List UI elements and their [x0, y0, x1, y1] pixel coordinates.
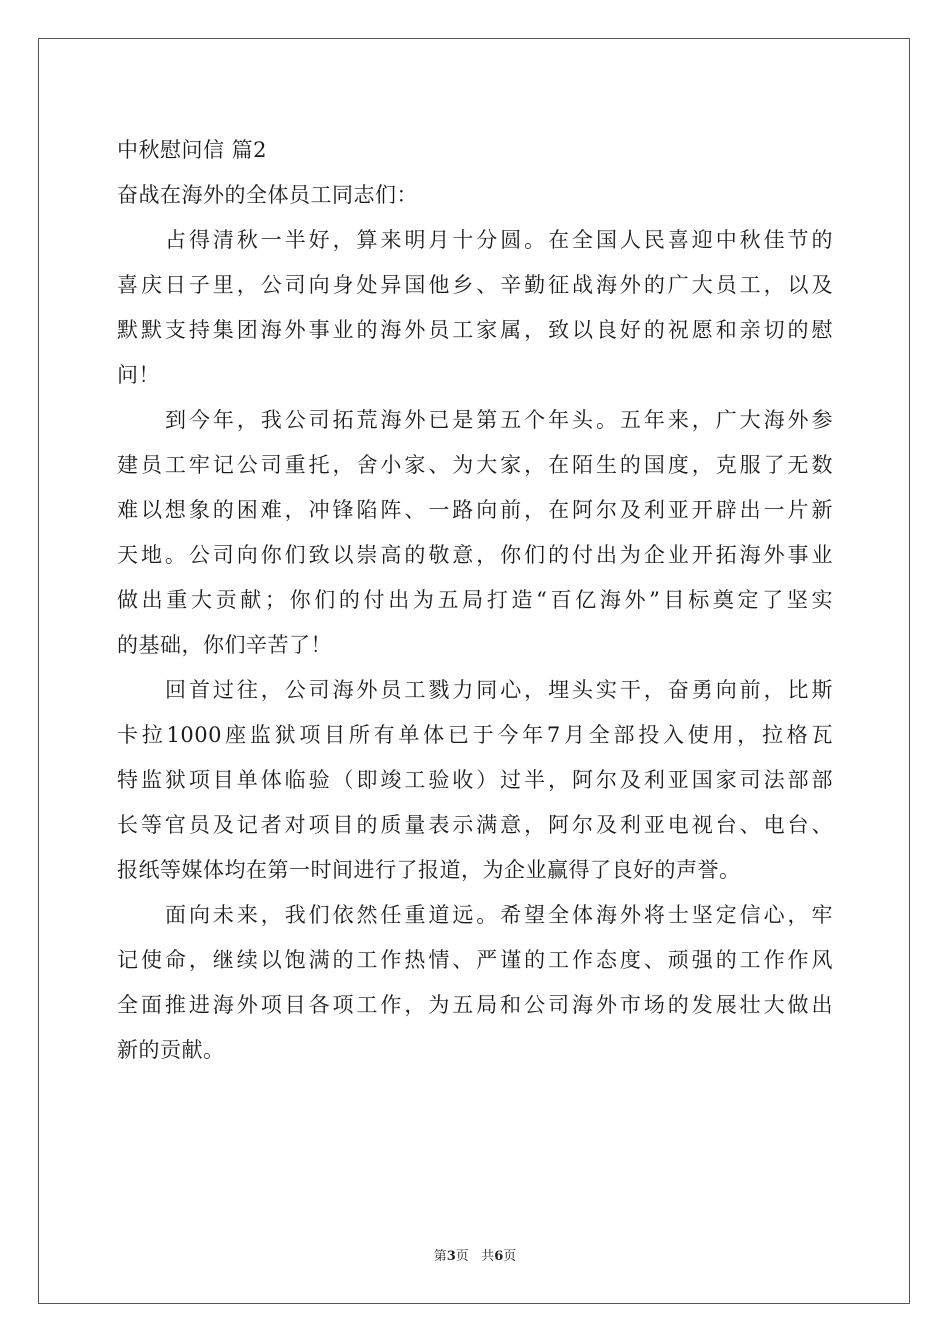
paragraph-2: [117, 398, 833, 668]
paragraph-line: 报纸等媒体均在第一时间进行了报道，为企业赢得了良好的声誉。: [117, 858, 741, 882]
paragraph-line: 做出重大贡献；你们的付出为五局打造“百亿海外”目标奠定了坚实: [117, 588, 833, 612]
paragraph-line: 默默支持集团海外事业的海外员工家属，致以良好的祝愿和亲切的慰: [117, 318, 833, 342]
total-pages-suffix: 页: [503, 1249, 517, 1264]
document-body: [117, 128, 833, 1073]
paragraph-line: 到今年，我公司拓荒海外已是第五个年头。五年来，广大海外参: [165, 408, 833, 432]
paragraph-3: [117, 668, 833, 893]
paragraph-line: 新的贡献。: [117, 1038, 225, 1062]
paragraph-line: 难以想象的困难，冲锋陷阵、一路向前，在阿尔及利亚开辟出一片新: [117, 498, 833, 522]
paragraph-line: 特监狱项目单体临验（即竣工验收）过半，阿尔及利亚国家司法部部: [117, 768, 833, 792]
paragraph-line: 天地。公司向你们致以崇高的敬意，你们的付出为企业开拓海外事业: [117, 543, 833, 567]
paragraph-line: 面向未来，我们依然任重道远。希望全体海外将士坚定信心，牢: [165, 903, 833, 927]
paragraph-line: 建员工牢记公司重托，舍小家、为大家，在陌生的国度，克服了无数: [117, 453, 833, 477]
paragraph-line: 长等官员及记者对项目的质量表示满意，阿尔及利亚电视台、电台、: [117, 813, 833, 837]
paragraph-line: 全面推进海外项目各项工作，为五局和公司海外市场的发展壮大做出: [117, 993, 833, 1017]
current-page-number: 3: [446, 1249, 456, 1264]
paragraph-line: 记使命，继续以饱满的工作热情、严谨的工作态度、顽强的工作作风: [117, 948, 833, 972]
total-pages-number: 6: [494, 1249, 504, 1264]
paragraph-4: [117, 893, 833, 1073]
paragraph-1: [117, 218, 833, 398]
page-number-suffix: 页: [455, 1249, 469, 1264]
paragraph-line: 问！: [117, 363, 160, 387]
paragraph-line: 的基础，你们辛苦了！: [117, 633, 332, 657]
paragraph-line: 回首过往，公司海外员工戮力同心，埋头实干，奋勇向前，比斯: [165, 678, 833, 702]
salutation: 奋战在海外的全体员工同志们：: [117, 183, 418, 207]
paragraph-line: 卡拉1000座监狱项目所有单体已于今年7月全部投入使用，拉格瓦: [117, 723, 833, 747]
page-number-prefix: 第: [433, 1249, 447, 1264]
page-footer: [0, 1248, 950, 1266]
paragraph-line: 占得清秋一半好，算来明月十分圆。在全国人民喜迎中秋佳节的: [165, 228, 833, 252]
paragraph-line: 喜庆日子里，公司向身处异国他乡、辛勤征战海外的广大员工，以及: [117, 273, 833, 297]
document-title: 中秋慰问信 篇2: [117, 138, 268, 162]
total-pages-prefix: 共: [481, 1249, 495, 1264]
